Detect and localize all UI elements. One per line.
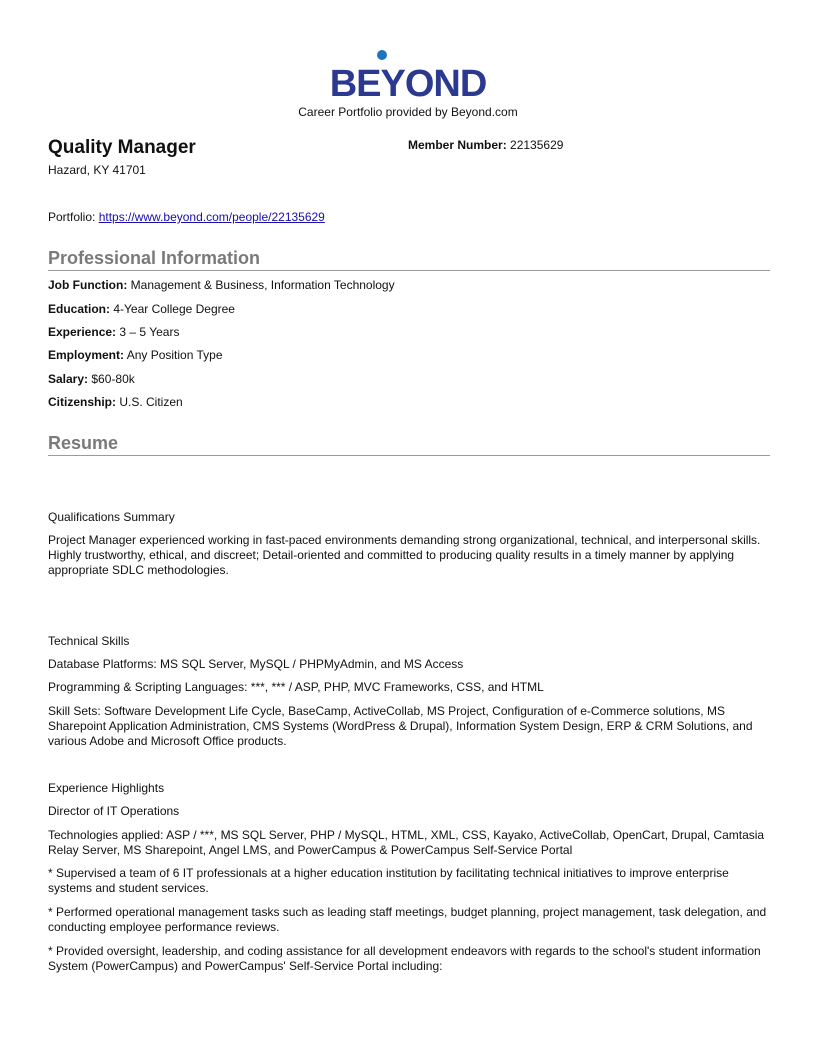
logo-graphic <box>308 48 508 100</box>
portfolio-link[interactable]: https://www.beyond.com/people/22135629 <box>98 210 325 224</box>
technical-prog: Programming & Scripting Languages: ***, *** / ASP, PHP, MVC Frameworks, CSS, and HTML <box>48 680 544 694</box>
logo-dot-icon <box>377 50 387 60</box>
experience-bullet: * Provided oversight, leadership, and coding assistance for all development endeavors with regards to the school's student information System (PowerCampus) and PowerCampus' Self-Service Portal including: <box>48 944 761 973</box>
info-value: $60-80k <box>91 372 135 386</box>
info-row-education <box>48 302 235 316</box>
info-row-citizenship <box>48 395 183 409</box>
technical-title: Technical Skills <box>48 634 130 648</box>
professional-heading: Professional Information <box>48 248 770 271</box>
experience-title: Experience Highlights <box>48 781 165 795</box>
experience-bullet: * Performed operational management tasks such as leading staff meetings, budget planning, project management, task delegation, and conducting employee performance reviews. <box>48 905 767 934</box>
portfolio-label: Portfolio: <box>48 210 96 224</box>
portfolio-line <box>48 210 325 224</box>
qualifications-text: Project Manager experienced working in fast-paced environments demanding strong organizational, technical, and interpersonal skills. Highly trustworthy, ethical, and discreet; Detail-oriented and committed to producing quality results in a timely manner by applying appropriate SDLC methodologies. <box>48 533 761 577</box>
page-title: Quality Manager <box>48 137 196 158</box>
member-value: 22135629 <box>510 138 564 152</box>
info-row-salary <box>48 372 135 386</box>
member-number <box>408 138 563 152</box>
info-value: 4-Year College Degree <box>113 302 235 316</box>
location: Hazard, KY 41701 <box>48 163 146 177</box>
info-value: 3 – 5 Years <box>119 325 180 339</box>
info-label: Employment: <box>48 348 125 362</box>
info-label: Education: <box>48 302 110 316</box>
member-label: Member Number: <box>408 138 507 152</box>
logo-text: BEYOND <box>329 63 487 100</box>
info-value: Management & Business, Information Technology <box>130 278 395 292</box>
beyond-logo <box>0 48 816 100</box>
info-label: Experience: <box>48 325 117 339</box>
tagline: Career Portfolio provided by Beyond.com <box>298 105 518 119</box>
info-row-experience <box>48 325 179 339</box>
technical-db: Database Platforms: MS SQL Server, MySQL / PHPMyAdmin, and MS Access <box>48 657 464 671</box>
info-row-job-function <box>48 278 395 292</box>
qualifications-title: Qualifications Summary <box>48 510 175 524</box>
resume-heading: Resume <box>48 433 770 456</box>
technical-skills: Skill Sets: Software Development Life Cycle, BaseCamp, ActiveCollab, MS Project, Configuration of e-Commerce solutions, MS Sharepoint Application Administration, CMS Systems (WordPress & Drupal), Information System Design, ERP & CRM Solutions, and various Adobe and Microsoft Office products. <box>48 704 753 748</box>
experience-tech: Technologies applied: ASP / ***, MS SQL Server, PHP / MySQL, HTML, XML, CSS, Kayako, ActiveCollab, OpenCart, Drupal, Camtasia Relay Server, MS Sharepoint, Angel LMS, and PowerCampus & PowerCampus Self-Service Portal <box>48 828 765 857</box>
info-label: Job Function: <box>48 278 128 292</box>
experience-bullet: * Supervised a team of 6 IT professionals at a higher education institution by facilitating technical initiatives to improve enterprise systems and student services. <box>48 866 729 895</box>
info-value: U.S. Citizen <box>119 395 183 409</box>
info-label: Salary: <box>48 372 89 386</box>
experience-role: Director of IT Operations <box>48 804 180 818</box>
info-row-employment <box>48 348 223 362</box>
info-value: Any Position Type <box>126 348 223 362</box>
info-label: Citizenship: <box>48 395 116 409</box>
